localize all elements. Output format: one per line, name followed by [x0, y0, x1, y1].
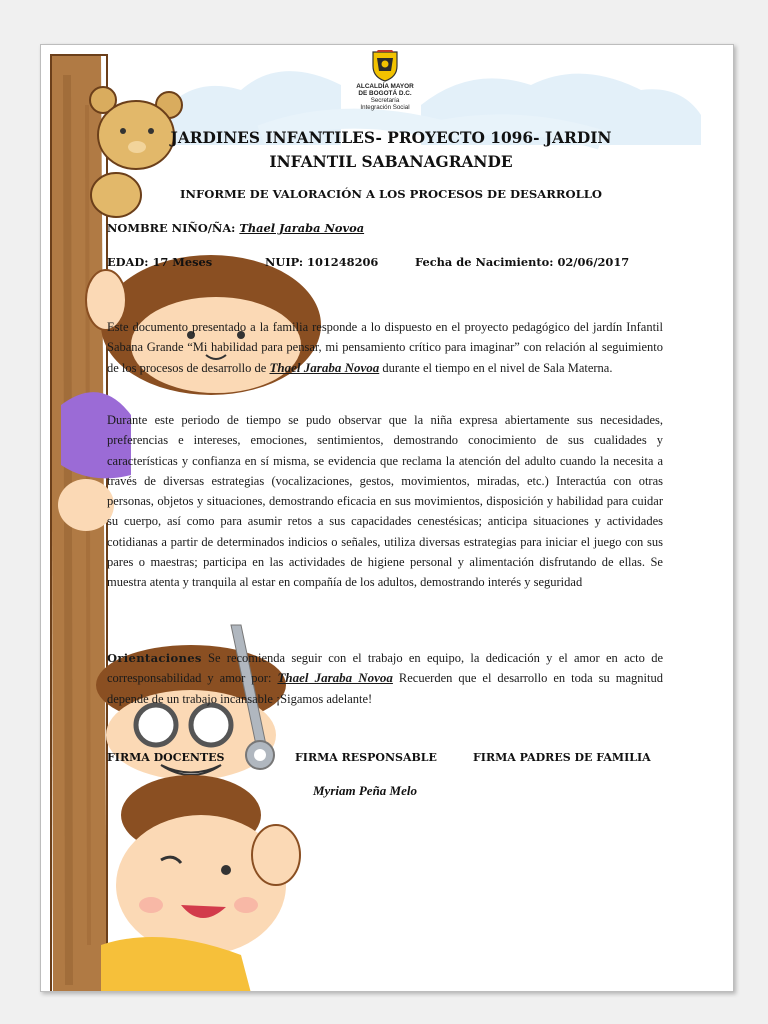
document-page	[40, 44, 734, 992]
orientations-label: Orientaciones	[107, 651, 202, 665]
signature-responsable-label: FIRMA RESPONSABLE	[295, 751, 437, 764]
alcaldia-logo	[346, 49, 424, 129]
document-title-line-1: JARDINES INFANTILES- PROYECTO 1096- JARDIN	[170, 129, 612, 147]
child-nuip-label: NUIP:	[265, 255, 304, 269]
orientations-child-name: Thael Jaraba Novoa	[277, 670, 393, 686]
child-age-value: 17 Meses	[152, 255, 213, 269]
orientations-text-a: Se recomienda seguir con el trabajo en equipo, la dedicación y el amor en acto de corresponsabilidad y amor por:	[107, 651, 663, 686]
document-title-line-2: INFANTIL SABANAGRANDE	[269, 153, 513, 171]
child-birth-value: 02/06/2017	[557, 255, 630, 269]
child-age-label: EDAD:	[107, 255, 149, 269]
intro-child-name: Thael Jaraba Novoa	[269, 359, 380, 375]
document-subtitle: INFORME DE VALORACIÓN A LOS PROCESOS DE DESARROLLO	[179, 187, 603, 201]
signature-docentes-label: FIRMA DOCENTES	[107, 751, 225, 764]
orientations-paragraph	[107, 648, 663, 709]
child-birth-label: Fecha de Nacimiento:	[415, 255, 554, 269]
signature-padres-label: FIRMA PADRES DE FAMILIA	[473, 751, 651, 764]
logo-line-2: DE BOGOTÁ D.C.	[358, 90, 412, 97]
observation-paragraph: Durante este periodo de tiempo se pudo observar que la niña expresa abiertamente sus necesidades, preferencias e intereses, emociones, sentimientos, demostrando conocimiento de sus cualidades y características y confianza en sí misma, se evidencia que reclama la atención del adulto cuando la necesita a través de diversas estrategias (vocalizaciones, gestos, movimientos, miradas, etc.) Interactúa con otras personas, objetos y situaciones, demostrando eficacia en sus movimientos, disposición y habilidad para cuidar su cuerpo, así como para asumir retos a sus capacidades cenestésicas; anticipa situaciones y actividades cotidianas a partir de determinados indicios o señales, utiliza diversas estrategias para iniciar el juego con sus pares o maestras; participa en las actividades de higiene personal y alimentación disfrutando de ellas. Se muestra atenta y tranquila al estar en compañía de los adultos, demostrando interés y seguridad	[107, 413, 663, 590]
child-name-label: NOMBRE NIÑO/ÑA:	[107, 221, 236, 235]
intro-text-a: Este documento presentado a la familia responde a lo dispuesto en el proyecto pedagógico del jardín Infantil Sabana Grande “Mi habilidad para pensar, mi pensamiento crítico para imaginar” con relación al seguimiento de los procesos de desarrollo de	[107, 320, 663, 375]
logo-line-3: Secretaría	[370, 97, 400, 104]
logo-line-1: ALCALDÍA MAYOR	[356, 83, 414, 90]
logo-line-4: Integración Social	[360, 104, 410, 111]
intro-paragraph	[107, 317, 663, 378]
child-name-value: Thael Jaraba Novoa	[239, 221, 365, 235]
child-name-field	[107, 221, 364, 235]
child-nuip-value: 101248206	[307, 255, 379, 269]
child-nuip-field	[265, 255, 378, 269]
child-birth-field	[415, 255, 629, 269]
coat-of-arms-icon	[370, 49, 400, 83]
intro-text-b: durante el tiempo en el nivel de Sala Materna.	[379, 360, 613, 375]
child-age-field	[107, 255, 212, 269]
teacher-signature: Myriam Peña Melo	[313, 783, 417, 798]
orientations-text-b: Recuerden que el desarrollo en toda su magnitud depende de un trabajo incansable ¡Sigamos adelante!	[107, 671, 663, 706]
